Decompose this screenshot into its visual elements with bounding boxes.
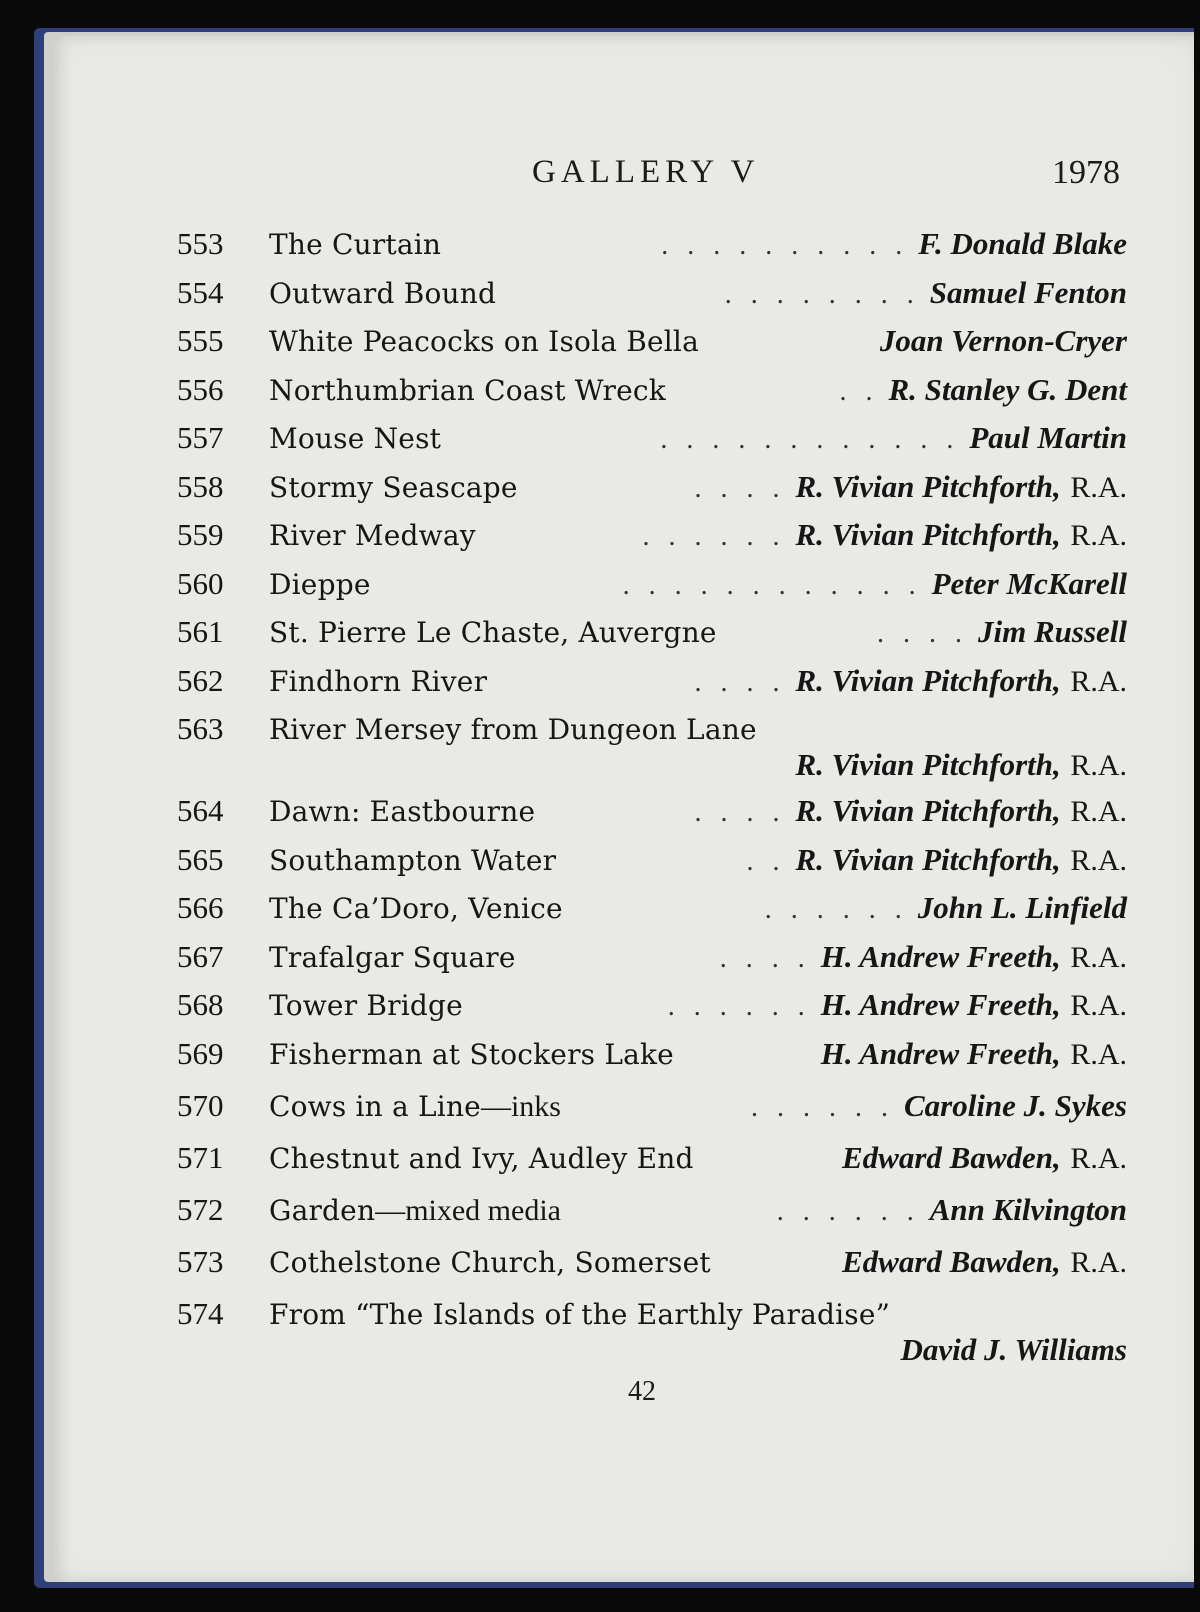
- entry-title: From “The Islands of the Earthly Paradise”: [269, 1297, 891, 1331]
- dot-leaders: . . . . . .: [776, 1195, 920, 1227]
- entry-title: Outward Bound: [269, 276, 497, 310]
- entry-number: 570: [177, 1087, 224, 1123]
- entry-number: 562: [177, 662, 224, 698]
- entry-number: 571: [177, 1139, 224, 1175]
- catalogue-entry: [177, 517, 1127, 566]
- catalogue-page: [52, 36, 1194, 1582]
- entry-number: 566: [177, 890, 224, 925]
- dot-leaders: . .: [746, 845, 786, 877]
- entry-title: Chestnut and Ivy, Audley End: [269, 1141, 694, 1175]
- entry-artist: John L. Linfield: [917, 890, 1127, 925]
- entry-number: 569: [177, 1035, 224, 1071]
- entry-number: 556: [177, 371, 224, 407]
- entry-artist: Edward Bawden,: [841, 1139, 1061, 1175]
- catalogue-entry: [177, 226, 1127, 275]
- entry-honour: R.A.: [1070, 795, 1127, 828]
- catalogue-entry: [177, 1140, 1127, 1192]
- entry-title: Cothelstone Church, Somerset: [269, 1245, 711, 1279]
- entry-medium: —mixed media: [375, 1193, 561, 1227]
- entry-artist: Samuel Fenton: [929, 274, 1127, 310]
- entry-title: Cows in a Line: [269, 1089, 481, 1123]
- entry-title: Fisherman at Stockers Lake: [269, 1037, 674, 1071]
- entry-honour: R.A.: [1070, 1037, 1127, 1071]
- entry-honour: R.A.: [1070, 1141, 1127, 1175]
- dot-leaders: . . . .: [719, 942, 811, 974]
- dot-leaders: . . . .: [694, 472, 786, 504]
- entry-artist: R. Vivian Pitchforth,: [795, 793, 1061, 828]
- dot-leaders: . . . . . . . .: [724, 278, 920, 310]
- entry-artist: H. Andrew Freeth,: [820, 1035, 1061, 1071]
- entry-artist: H. Andrew Freeth,: [820, 938, 1061, 974]
- running-head: [52, 154, 1194, 204]
- entry-title: Dawn: Eastbourne: [269, 795, 536, 828]
- entry-title: River Mersey from Dungeon Lane: [269, 713, 757, 746]
- entry-title: St. Pierre Le Chaste, Auvergne: [269, 616, 717, 649]
- entry-number: 554: [177, 274, 224, 310]
- entry-artist: R. Vivian Pitchforth,: [795, 662, 1061, 698]
- entry-honour: R.A.: [1070, 940, 1127, 974]
- entry-title: Mouse Nest: [269, 422, 442, 455]
- entry-title: The Curtain: [269, 228, 442, 261]
- entry-number: 557: [177, 420, 224, 455]
- entry-artist: Ann Kilvington: [929, 1191, 1127, 1227]
- entry-artist: Edward Bawden,: [841, 1243, 1061, 1279]
- catalogue-entry: [177, 1244, 1127, 1296]
- catalogue-entry: [177, 566, 1127, 615]
- catalogue-entry: [177, 890, 1127, 939]
- entry-title: Tower Bridge: [269, 989, 463, 1022]
- entry-number: 572: [177, 1191, 224, 1227]
- catalogue-entry: [177, 469, 1127, 518]
- entry-honour: R.A.: [1070, 519, 1127, 552]
- entry-honour: R.A.: [1070, 1245, 1127, 1279]
- catalogue-entry: [177, 987, 1127, 1036]
- catalogue-entry: [177, 323, 1127, 372]
- entry-number: 568: [177, 987, 224, 1022]
- entry-number: 574: [177, 1295, 224, 1331]
- entry-honour: R.A.: [1070, 989, 1127, 1022]
- catalogue-entry: [177, 842, 1127, 891]
- entry-number: 567: [177, 938, 224, 974]
- catalogue-entry: [177, 1296, 1127, 1378]
- catalogue-entry: [177, 939, 1127, 988]
- entry-number: 560: [177, 565, 224, 601]
- entry-title: River Medway: [269, 519, 476, 552]
- entry-artist: R. Vivian Pitchforth,: [795, 747, 1061, 782]
- entry-honour: R.A.: [1070, 470, 1127, 504]
- entry-honour: R.A.: [1070, 749, 1127, 782]
- entry-number: 555: [177, 323, 224, 358]
- catalogue-entry: [177, 1192, 1127, 1244]
- entry-title: Trafalgar Square: [269, 940, 516, 974]
- catalogue-entry: [177, 1036, 1127, 1088]
- dot-leaders: . . . .: [694, 797, 786, 828]
- entry-number: 563: [177, 711, 224, 746]
- year: 1978: [1052, 154, 1120, 191]
- entry-title: The Ca’Doro, Venice: [269, 892, 563, 925]
- gallery-title: GALLERY V: [532, 154, 760, 190]
- entry-number: 561: [177, 614, 224, 649]
- entry-artist: R. Vivian Pitchforth,: [795, 468, 1061, 504]
- dot-leaders: . . . .: [876, 618, 968, 649]
- entry-title: Southampton Water: [269, 843, 557, 877]
- entry-medium: —inks: [480, 1089, 561, 1123]
- dot-leaders: . . . . . . . . . . . .: [622, 569, 922, 601]
- entry-artist: Joan Vernon-Cryer: [879, 323, 1127, 358]
- dot-leaders: . . . .: [694, 666, 786, 698]
- entry-title: Dieppe: [269, 567, 371, 601]
- entry-title: Northumbrian Coast Wreck: [269, 373, 666, 407]
- entry-number: 565: [177, 841, 224, 877]
- entry-artist: R. Vivian Pitchforth,: [795, 517, 1061, 552]
- entry-number: 564: [177, 793, 224, 828]
- dot-leaders: . . . . . .: [750, 1091, 894, 1123]
- entry-title: Findhorn River: [269, 664, 488, 698]
- dot-leaders: . . . . . .: [642, 521, 786, 552]
- entry-honour: R.A.: [1070, 843, 1127, 877]
- dot-leaders: . . . . . . . . . .: [661, 230, 909, 261]
- entry-number: 553: [177, 226, 224, 261]
- entry-artist: R. Vivian Pitchforth,: [795, 841, 1061, 877]
- entry-artist: David J. Williams: [900, 1331, 1127, 1367]
- catalogue-entry: [177, 793, 1127, 842]
- page-number: 42: [628, 1376, 656, 1407]
- entry-number: 558: [177, 468, 224, 504]
- catalogue-entry: [177, 372, 1127, 421]
- entry-number: 559: [177, 517, 224, 552]
- entry-title: Stormy Seascape: [269, 470, 518, 504]
- dot-leaders: . . . . . .: [667, 991, 811, 1022]
- entry-artist: Caroline J. Sykes: [903, 1087, 1127, 1123]
- catalogue-entry: [177, 614, 1127, 663]
- entry-artist: R. Stanley G. Dent: [888, 371, 1127, 407]
- entry-artist: Peter McKarell: [931, 565, 1127, 601]
- dot-leaders: . .: [839, 375, 879, 407]
- catalogue-list: [177, 226, 1127, 1378]
- entry-title: White Peacocks on Isola Bella: [269, 325, 699, 358]
- catalogue-entry: [177, 420, 1127, 469]
- entry-number: 573: [177, 1243, 224, 1279]
- entry-honour: R.A.: [1070, 664, 1127, 698]
- catalogue-entry: [177, 663, 1127, 712]
- entry-artist: Jim Russell: [977, 614, 1127, 649]
- entry-artist: H. Andrew Freeth,: [820, 987, 1061, 1022]
- dot-leaders: . . . . . . . . . . . .: [660, 424, 960, 455]
- entry-artist: Paul Martin: [969, 420, 1127, 455]
- dot-leaders: . . . . . .: [764, 894, 908, 925]
- entry-title: Garden: [269, 1193, 376, 1227]
- catalogue-entry: [177, 711, 1127, 793]
- catalogue-entry: [177, 275, 1127, 324]
- catalogue-entry: [177, 1088, 1127, 1140]
- entry-artist: F. Donald Blake: [918, 226, 1127, 261]
